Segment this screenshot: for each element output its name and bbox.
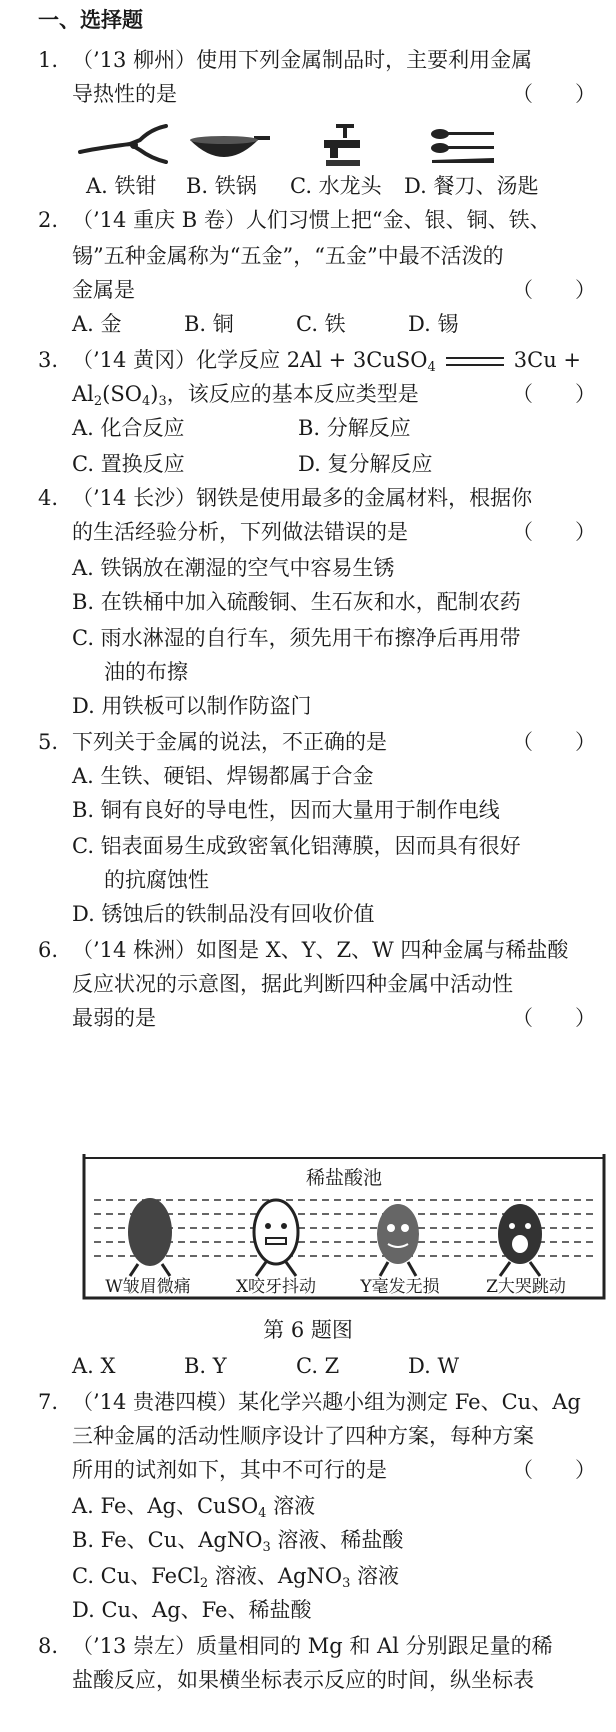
q5-line-1 — [0, 724, 616, 760]
q1-text: （’13 柳州）使用下列金属制品时，主要利用金属 — [72, 48, 533, 72]
q5-option-a-line — [0, 758, 616, 794]
q4-option-b[interactable]: B. 在铁桶中加入硫酸铜、生石灰和水，配制农药 — [72, 590, 521, 614]
q4-option-c[interactable]: C. 雨水淋湿的自行车，须先用干布擦净后再用带 — [72, 626, 521, 650]
q7-option-d-line — [0, 1592, 616, 1628]
q2-option-d[interactable]: D. 锡 — [408, 312, 459, 336]
q3-line-2 — [0, 376, 616, 412]
q3-options-row-1 — [0, 410, 616, 446]
q4-option-a[interactable]: A. 铁锅放在潮湿的空气中容易生锈 — [72, 556, 395, 580]
q8-number: 8. — [38, 1634, 59, 1658]
q4-text-cont: 的生活经验分析，下列做法错误的是 — [72, 520, 408, 544]
q2-line-3 — [0, 272, 616, 308]
q4-option-c-line — [0, 620, 616, 656]
q2-option-a[interactable]: A. 金 — [72, 312, 122, 336]
metal-y-figure — [377, 1204, 419, 1276]
q2-answer-blank[interactable]: （ ） — [512, 278, 596, 302]
q6-number: 6. — [38, 938, 59, 962]
q7-line-1 — [0, 1384, 616, 1420]
q5-option-b-line — [0, 792, 616, 828]
q2-option-b[interactable]: B. 铜 — [184, 312, 234, 336]
wok-icon — [186, 130, 272, 170]
metal-z-figure — [498, 1204, 542, 1276]
q2-line-2 — [0, 238, 616, 274]
q5-option-a[interactable]: A. 生铁、硬铝、焊锡都属于合金 — [72, 764, 374, 788]
q2-text-cont-2: 金属是 — [72, 278, 135, 302]
cutlery-icon — [428, 124, 498, 168]
q6-option-a[interactable]: A. X — [72, 1354, 116, 1378]
q8-text-cont: 盐酸反应，如果横坐标表示反应的时间，纵坐标表 — [72, 1668, 534, 1692]
q5-option-c[interactable]: C. 铝表面易生成致密氧化铝薄膜，因而具有很好 — [72, 834, 521, 858]
q7-option-b-line — [0, 1522, 616, 1558]
q7-answer-blank[interactable]: （ ） — [512, 1458, 596, 1482]
q1-line-1 — [0, 42, 616, 78]
q4-option-b-line — [0, 584, 616, 620]
reaction-equals-sign — [446, 357, 504, 366]
q6-caption-line — [0, 1312, 616, 1348]
q7-option-c-line — [0, 1558, 616, 1594]
metal-w-figure — [128, 1198, 172, 1276]
q7-option-a[interactable]: A. Fe、Ag、CuSO$_4$ 溶液 — [72, 1494, 316, 1521]
q7-option-a-line — [0, 1488, 616, 1524]
q7-line-3 — [0, 1452, 616, 1488]
label-x: X咬牙抖动 — [235, 1277, 317, 1297]
q4-answer-blank[interactable]: （ ） — [512, 520, 596, 544]
q6-text-cont: 反应状况的示意图，据此判断四种金属中活动性 — [72, 972, 513, 996]
q3-option-a[interactable]: A. 化合反应 — [72, 416, 185, 440]
q3-number: 3. — [38, 348, 59, 372]
q1-answer-blank[interactable]: （ ） — [512, 82, 596, 106]
q6-answer-blank[interactable]: （ ） — [512, 1006, 596, 1030]
faucet-icon — [318, 122, 368, 168]
q4-line-1 — [0, 480, 616, 516]
q6-options — [0, 1348, 616, 1384]
q6-text-cont-2: 最弱的是 — [72, 1006, 156, 1030]
q5-answer-blank[interactable]: （ ） — [512, 730, 596, 754]
q7-text-cont: 三种金属的活动性顺序设计了四种方案，每种方案 — [72, 1424, 534, 1448]
q4-option-d[interactable]: D. 用铁板可以制作防盗门 — [72, 694, 312, 718]
section-title: 一、选择题 — [38, 8, 143, 32]
q5-text: 下列关于金属的说法，不正确的是 — [72, 730, 387, 754]
q3-option-d[interactable]: D. 复分解反应 — [298, 452, 433, 476]
q3-line-1 — [0, 342, 616, 378]
q7-option-d[interactable]: D. Cu、Ag、Fe、稀盐酸 — [72, 1598, 312, 1622]
q2-number: 2. — [38, 208, 59, 232]
q7-option-b[interactable]: B. Fe、Cu、AgNO$_3$ 溶液、稀盐酸 — [72, 1528, 404, 1555]
acid-tank-figure — [80, 1152, 608, 1304]
q4-option-c-line-2 — [0, 654, 616, 690]
q6-option-d[interactable]: D. W — [408, 1354, 460, 1378]
q5-option-c-line — [0, 828, 616, 864]
q8-line-2 — [0, 1662, 616, 1698]
q8-text: （’13 崇左）质量相同的 Mg 和 Al 分别跟足量的稀 — [72, 1634, 553, 1658]
q2-line-1 — [0, 202, 616, 238]
q4-option-a-line — [0, 550, 616, 586]
tank-title: 稀盐酸池 — [305, 1167, 383, 1189]
q3-options-row-2 — [0, 446, 616, 482]
q5-option-d[interactable]: D. 锈蚀后的铁制品没有回收价值 — [72, 902, 375, 926]
q3-answer-blank[interactable]: （ ） — [512, 382, 596, 406]
figure-caption: 第 6 题图 — [263, 1318, 353, 1342]
q1-option-a[interactable]: A. 铁钳 — [86, 174, 157, 198]
q4-line-2 — [0, 514, 616, 550]
q1-option-b[interactable]: B. 铁锅 — [186, 174, 257, 198]
q2-options — [0, 306, 616, 342]
q6-line-2 — [0, 966, 616, 1002]
q1-number: 1. — [38, 48, 59, 72]
q4-option-d-line — [0, 688, 616, 724]
q4-number: 4. — [38, 486, 59, 510]
q6-line-3 — [0, 1000, 616, 1036]
q4-text: （’14 长沙）钢铁是使用最多的金属材料，根据你 — [72, 486, 533, 510]
q6-line-1 — [0, 932, 616, 968]
q3-option-b[interactable]: B. 分解反应 — [298, 416, 411, 440]
q5-option-c-line-2 — [0, 862, 616, 898]
q7-text: （’14 贵港四模）某化学兴趣小组为测定 Fe、Cu、Ag — [72, 1390, 581, 1414]
q5-option-d-line — [0, 896, 616, 932]
metal-x-figure — [254, 1200, 298, 1276]
q4-option-c-cont: 油的布擦 — [104, 660, 188, 684]
q5-option-b[interactable]: B. 铜有良好的导电性，因而大量用于制作电线 — [72, 798, 500, 822]
q5-number: 5. — [38, 730, 59, 754]
q1-line-2 — [0, 76, 616, 112]
q6-text: （’14 株洲）如图是 X、Y、Z、W 四种金属与稀盐酸 — [72, 938, 569, 962]
q3-text-cont: $Al_2(SO_4)_3$，该反应的基本反应类型是 — [72, 382, 419, 409]
q7-number: 7. — [38, 1390, 59, 1414]
q7-option-c[interactable]: C. Cu、FeCl$_2$ 溶液、AgNO$_3$ 溶液 — [72, 1564, 400, 1591]
q6-option-b[interactable]: B. Y — [184, 1354, 227, 1378]
q7-text-cont-2: 所用的试剂如下，其中不可行的是 — [72, 1458, 387, 1482]
q8-line-1 — [0, 1628, 616, 1664]
q7-line-2 — [0, 1418, 616, 1454]
q3-equation: （’14 黄冈）化学反应 2Al + 3CuSO$_4$ 3Cu + — [72, 348, 582, 375]
label-y: Y毫发无损 — [360, 1277, 440, 1297]
pliers-icon — [78, 118, 168, 170]
q2-text: （’14 重庆 B 卷）人们习惯上把“金、银、铜、铁、 — [72, 208, 551, 232]
label-z: Z大哭跳动 — [486, 1277, 566, 1297]
q6-option-c[interactable]: C. Z — [296, 1354, 340, 1378]
q5-option-c-cont: 的抗腐蚀性 — [104, 868, 209, 892]
q2-option-c[interactable]: C. 铁 — [296, 312, 346, 336]
q1-option-c[interactable]: C. 水龙头 — [290, 174, 382, 198]
q1-option-d[interactable]: D. 餐刀、汤匙 — [404, 174, 539, 198]
q1-options — [0, 168, 616, 204]
q3-option-c[interactable]: C. 置换反应 — [72, 452, 185, 476]
q2-text-cont: 锡”五种金属称为“五金”，“五金”中最不活泼的 — [72, 244, 504, 268]
label-w: W皱眉微痛 — [105, 1277, 191, 1297]
q1-text-cont: 导热性的是 — [72, 82, 177, 106]
